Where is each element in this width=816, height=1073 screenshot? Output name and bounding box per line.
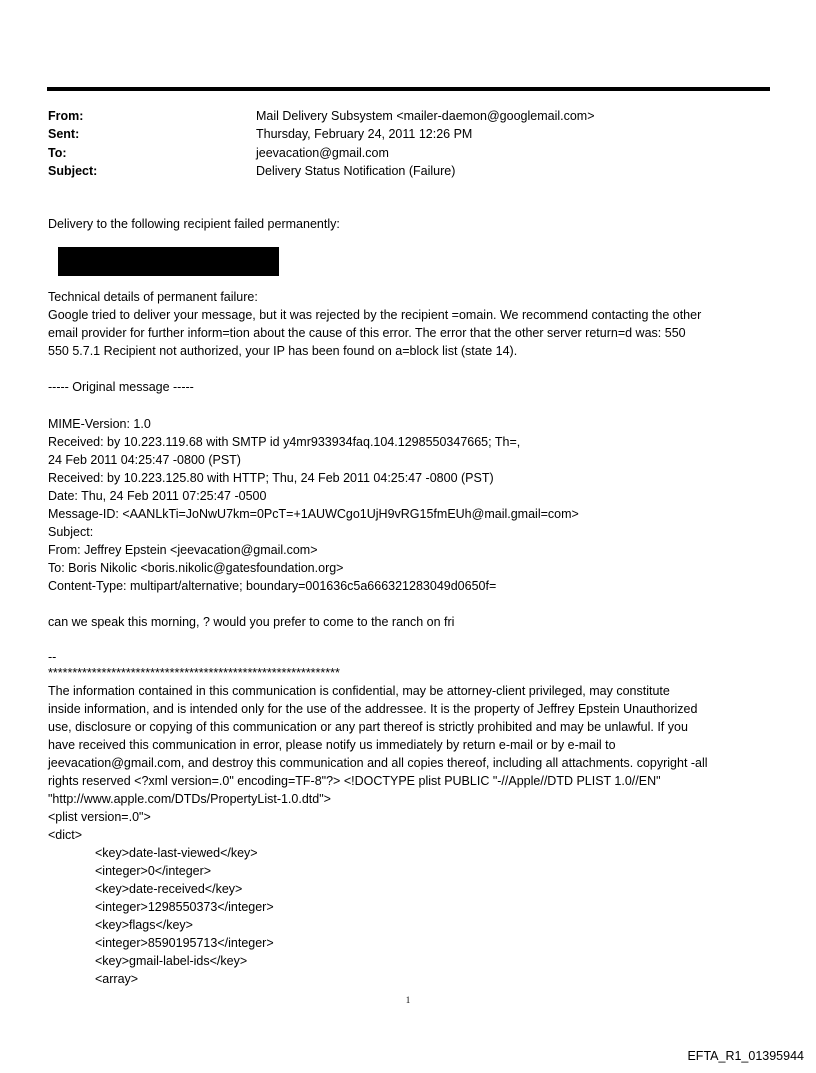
body-line: Received: by 10.223.125.80 with HTTP; Thu, 24 Feb 2011 04:25:47 -0800 (PST) bbox=[48, 471, 494, 485]
body-line: <integer>0</integer> bbox=[95, 864, 212, 878]
subject-value: Delivery Status Notification (Failure) bbox=[256, 164, 456, 178]
body-line: rights reserved <?xml version=.0" encoding=TF-8"?> <!DOCTYPE plist PUBLIC "-//Apple//DTD PLIST 1.0//EN" bbox=[48, 774, 661, 788]
body-line: ----- Original message ----- bbox=[48, 380, 194, 394]
body-line: Date: Thu, 24 Feb 2011 07:25:47 -0500 bbox=[48, 489, 267, 503]
body-line: Content-Type: multipart/alternative; boundary=001636c5a666321283049d0650f= bbox=[48, 579, 497, 593]
body-line: Technical details of permanent failure: bbox=[48, 290, 258, 304]
body-line: Subject: bbox=[48, 525, 94, 539]
body-line: 24 Feb 2011 04:25:47 -0800 (PST) bbox=[48, 453, 241, 467]
body-line: <dict> bbox=[48, 828, 83, 842]
body-line: Google tried to deliver your message, but it was rejected by the recipient =omain. We recommend contacting the other bbox=[48, 308, 702, 322]
body-line: inside information, and is intended only for the use of the addressee. It is the property of Jeffrey Epstein Unauthorized bbox=[48, 702, 698, 716]
body-line: <key>flags</key> bbox=[95, 918, 193, 932]
body-line: The information contained in this communication is confidential, may be attorney-client privileged, may constitute bbox=[48, 684, 670, 698]
page-number: 1 bbox=[405, 995, 411, 1005]
body-line: <plist version=.0"> bbox=[48, 810, 151, 824]
subject-label: Subject: bbox=[48, 164, 98, 178]
sent-label: Sent: bbox=[48, 127, 80, 141]
header-rule bbox=[47, 87, 770, 91]
from-label: From: bbox=[48, 109, 84, 123]
body-line: From: Jeffrey Epstein <jeevacation@gmail.com> bbox=[48, 543, 318, 557]
body-line: email provider for further inform=tion about the cause of this error. The error that the other server return=d was: 550 bbox=[48, 326, 686, 340]
body-line: <integer>8590195713</integer> bbox=[95, 936, 274, 950]
body-line: Message-ID: <AANLkTi=JoNwU7km=0PcT=+1AUWCgo1UjH9vRG15fmEUh@mail.gmail=com> bbox=[48, 507, 579, 521]
body-line: <key>date-last-viewed</key> bbox=[95, 846, 258, 860]
body-line: <key>gmail-label-ids</key> bbox=[95, 954, 248, 968]
body-line: Delivery to the following recipient failed permanently: bbox=[48, 217, 340, 231]
body-line: MIME-Version: 1.0 bbox=[48, 417, 151, 431]
sent-value: Thursday, February 24, 2011 12:26 PM bbox=[256, 127, 473, 141]
body-line: 550 5.7.1 Recipient not authorized, your IP has been found on a=block list (state 14). bbox=[48, 344, 518, 358]
body-line: jeevacation@gmail.com, and destroy this communication and all copies thereof, including all attachments. copyright -all bbox=[48, 756, 708, 770]
to-label: To: bbox=[48, 146, 67, 160]
body-line: Received: by 10.223.119.68 with SMTP id y4mr933934faq.104.1298550347665; Th=, bbox=[48, 435, 521, 449]
body-line: <array> bbox=[95, 972, 139, 986]
body-line: <integer>1298550373</integer> bbox=[95, 900, 274, 914]
body-line: can we speak this morning, ? would you prefer to come to the ranch on fri bbox=[48, 615, 455, 629]
body-line: use, disclosure or copying of this communication or any part thereof is strictly prohibited and may be unlawful. If you bbox=[48, 720, 688, 734]
redaction-block bbox=[58, 247, 279, 276]
body-line: have received this communication in error, please notify us immediately by return e-mail or by e-mail to bbox=[48, 738, 616, 752]
body-line: <key>date-received</key> bbox=[95, 882, 243, 896]
body-line: "http://www.apple.com/DTDs/PropertyList-1.0.dtd"> bbox=[48, 792, 331, 806]
to-value: jeevacation@gmail.com bbox=[256, 146, 389, 160]
from-value: Mail Delivery Subsystem <mailer-daemon@googlemail.com> bbox=[256, 109, 595, 123]
body-line: -- bbox=[48, 650, 57, 664]
document-id-footer: EFTA_R1_01395944 bbox=[687, 1049, 804, 1063]
body-line: To: Boris Nikolic <boris.nikolic@gatesfoundation.org> bbox=[48, 561, 344, 575]
body-line: ************************************************************ bbox=[48, 666, 340, 680]
